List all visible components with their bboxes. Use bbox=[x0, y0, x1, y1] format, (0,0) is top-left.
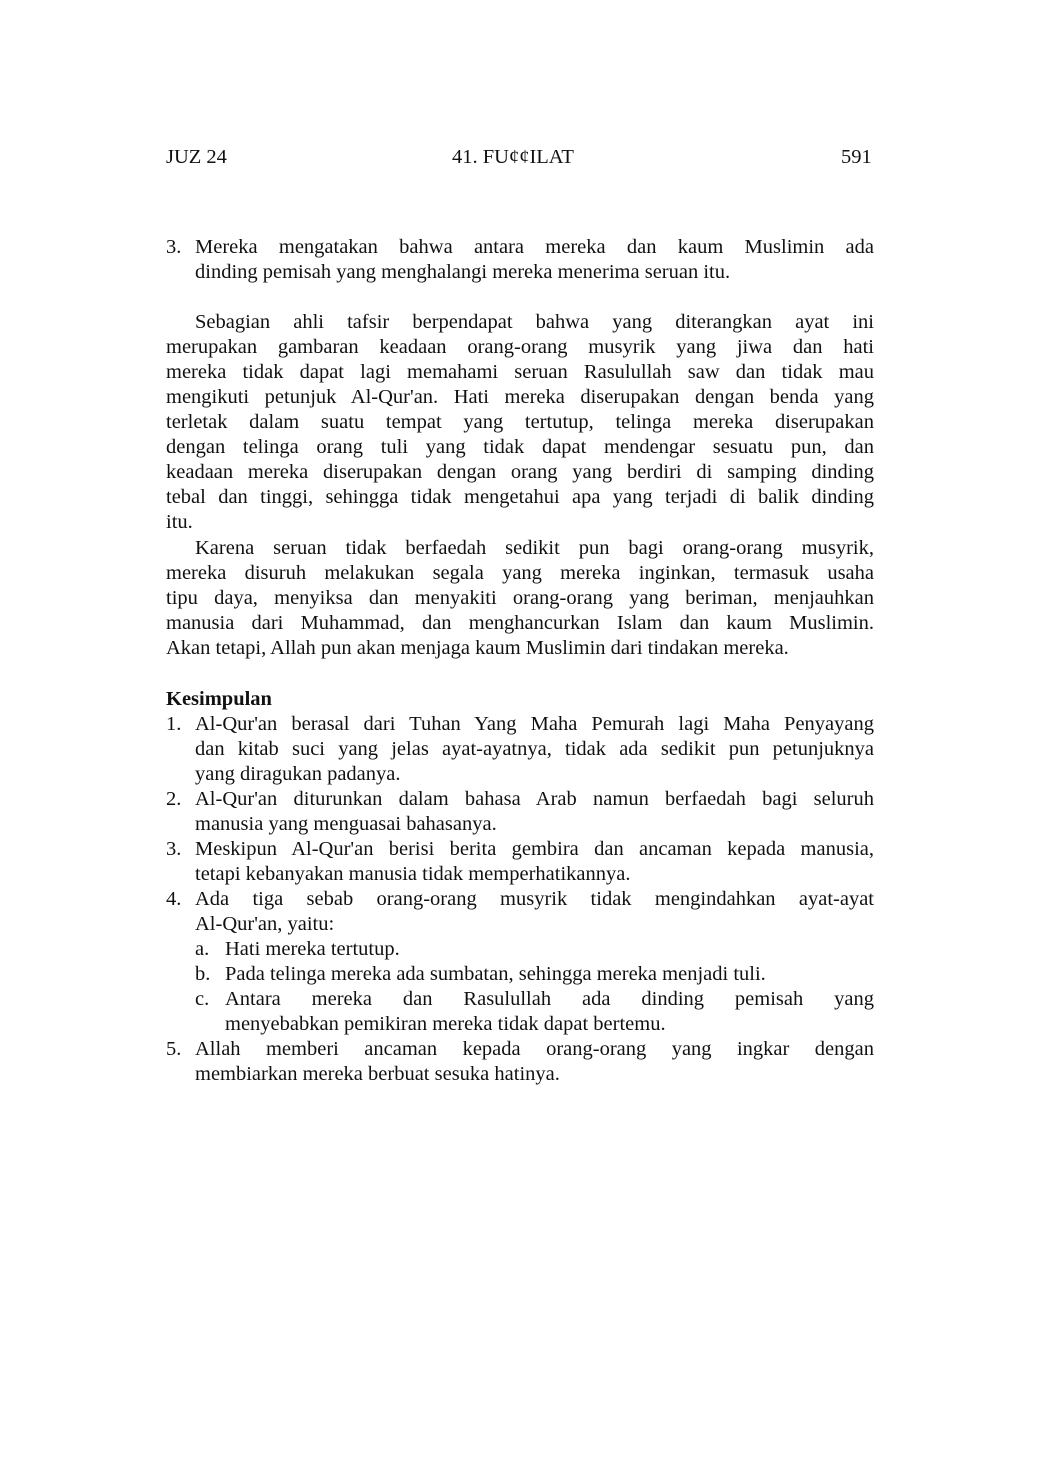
item-number: 4. bbox=[166, 888, 182, 910]
text-line: Allah memberi ancaman kepada orang-orang yang ingkar dengan bbox=[195, 1038, 874, 1060]
text-line: tebal dan tinggi, sehingga tidak mengetahui apa yang terjadi di balik dinding bbox=[166, 486, 874, 508]
text-line: keadaan mereka diserupakan dengan orang yang berdiri di samping dinding bbox=[166, 461, 874, 483]
text-line: Hati mereka tertutup. bbox=[225, 938, 400, 960]
text-line: merupakan gambaran keadaan orang-orang musyrik yang jiwa dan hati bbox=[166, 336, 874, 358]
page-number: 591 bbox=[841, 146, 872, 168]
text-line: Al-Qur'an diturunkan dalam bahasa Arab namun berfaedah bagi seluruh bbox=[195, 788, 874, 810]
list-item bbox=[166, 787, 874, 837]
running-header-surah: 41. FU¢¢ILAT bbox=[452, 146, 574, 168]
item-number: 2. bbox=[166, 788, 182, 810]
text-line: membiarkan mereka berbuat sesuka hatinya. bbox=[195, 1063, 560, 1085]
conclusion-heading: Kesimpulan bbox=[166, 688, 272, 710]
text-line: tetapi kebanyakan manusia tidak memperhatikannya. bbox=[195, 863, 631, 885]
list-item bbox=[166, 837, 874, 887]
text-line: tipu daya, menyiksa dan menyakiti orang-orang yang beriman, menjauhkan bbox=[166, 587, 874, 609]
text-line: yang diragukan padanya. bbox=[195, 763, 401, 785]
list-item bbox=[166, 712, 874, 787]
text-line: Meskipun Al-Qur'an berisi berita gembira dan ancaman kepada manusia, bbox=[195, 838, 874, 860]
item-number: a. bbox=[195, 938, 210, 960]
list-item-3 bbox=[166, 235, 874, 285]
text-line: Mereka mengatakan bahwa antara mereka dan kaum Muslimin ada bbox=[195, 236, 874, 258]
text-line: dan kitab suci yang jelas ayat-ayatnya, tidak ada sedikit pun petunjuknya bbox=[195, 738, 874, 760]
text-line: Sebagian ahli tafsir berpendapat bahwa yang diterangkan ayat ini bbox=[195, 311, 874, 333]
sub-list-item bbox=[166, 962, 874, 987]
text-line: Akan tetapi, Allah pun akan menjaga kaum Muslimin dari tindakan mereka. bbox=[166, 637, 789, 659]
text-line: Pada telinga mereka ada sumbatan, sehingga mereka menjadi tuli. bbox=[225, 963, 766, 985]
item-number: 3. bbox=[166, 838, 182, 860]
running-header-juz: JUZ 24 bbox=[166, 146, 227, 168]
text-line: manusia dari Muhammad, dan menghancurkan Islam dan kaum Muslimin. bbox=[166, 612, 874, 634]
text-line: Antara mereka dan Rasulullah ada dinding pemisah yang bbox=[225, 988, 874, 1010]
paragraph-1 bbox=[166, 310, 874, 535]
text-line: Al-Qur'an, yaitu: bbox=[195, 913, 335, 935]
item-number: 1. bbox=[166, 713, 182, 735]
text-line: mengikuti petunjuk Al-Qur'an. Hati mereka diserupakan dengan benda yang bbox=[166, 386, 874, 408]
text-line: Ada tiga sebab orang-orang musyrik tidak mengindahkan ayat-ayat bbox=[195, 888, 874, 910]
list-item bbox=[166, 1037, 874, 1087]
text-line: terletak dalam suatu tempat yang tertutup, telinga mereka diserupakan bbox=[166, 411, 874, 433]
paragraph-2 bbox=[166, 536, 874, 661]
text-line: dinding pemisah yang menghalangi mereka menerima seruan itu. bbox=[195, 261, 731, 283]
text-line: manusia yang menguasai bahasanya. bbox=[195, 813, 497, 835]
sub-list-item bbox=[166, 987, 874, 1037]
conclusion-section bbox=[166, 687, 874, 1087]
text-line: mereka tidak dapat lagi memahami seruan Rasulullah saw dan tidak mau bbox=[166, 361, 874, 383]
text-line: Karena seruan tidak berfaedah sedikit pun bagi orang-orang musyrik, bbox=[195, 537, 874, 559]
item-number: b. bbox=[195, 963, 211, 985]
text-line: itu. bbox=[166, 511, 193, 533]
item-number: 3. bbox=[166, 236, 182, 258]
item-number: c. bbox=[195, 988, 210, 1010]
list-item bbox=[166, 887, 874, 937]
item-number: 5. bbox=[166, 1038, 182, 1060]
text-line: menyebabkan pemikiran mereka tidak dapat bertemu. bbox=[225, 1013, 666, 1035]
text-line: mereka disuruh melakukan segala yang mereka inginkan, termasuk usaha bbox=[166, 562, 874, 584]
text-line: dengan telinga orang tuli yang tidak dapat mendengar sesuatu pun, dan bbox=[166, 436, 874, 458]
sub-list-item bbox=[166, 937, 874, 962]
text-line: Al-Qur'an berasal dari Tuhan Yang Maha Pemurah lagi Maha Penyayang bbox=[195, 713, 874, 735]
